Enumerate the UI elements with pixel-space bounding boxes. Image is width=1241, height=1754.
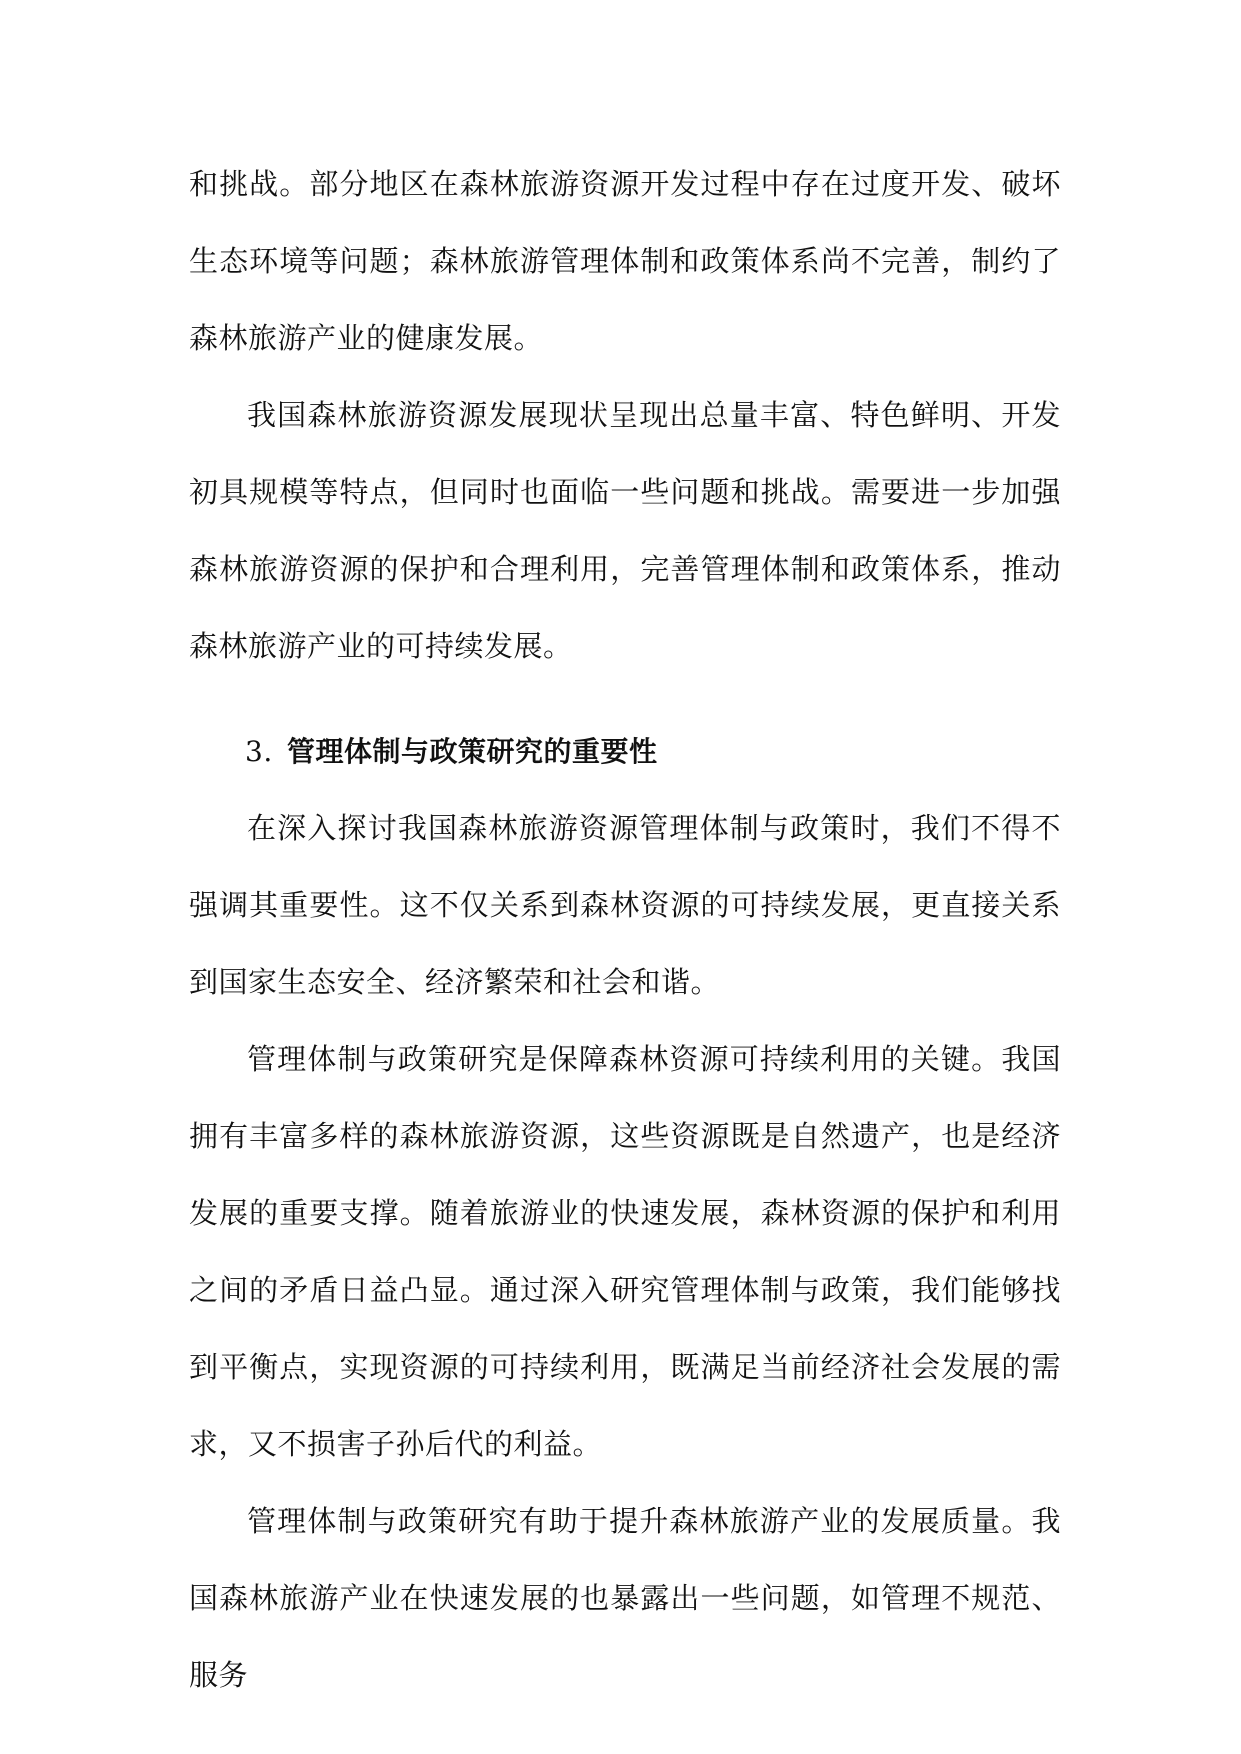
paragraph-importance-intro: 在深入探讨我国森林旅游资源管理体制与政策时，我们不得不强调其重要性。这不仅关系到森林资源的可持续发展，更直接关系到国家生态安全、经济繁荣和社会和谐。 — [189, 811, 1061, 999]
paragraph-industry-quality: 管理体制与政策研究有助于提升森林旅游产业的发展质量。我国森林旅游产业在快速发展的也暴露出一些问题，如管理不规范、服务 — [189, 1504, 1061, 1692]
section-title: 管理体制与政策研究的重要性 — [287, 735, 658, 768]
page-content — [189, 146, 1061, 1714]
section-number: 3. — [245, 735, 273, 768]
paragraph-status-summary: 我国森林旅游资源发展现状呈现出总量丰富、特色鲜明、开发初具规模等特点，但同时也面临一些问题和挑战。需要进一步加强森林旅游资源的保护和合理利用，完善管理体制和政策体系，推动森林旅游产业的可持续发展。 — [189, 398, 1061, 663]
paragraph-sustainable-use: 管理体制与政策研究是保障森林资源可持续利用的关键。我国拥有丰富多样的森林旅游资源，这些资源既是自然遗产，也是经济发展的重要支撑。随着旅游业的快速发展，森林资源的保护和利用之间的矛盾日益凸显。通过深入研究管理体制与政策，我们能够找到平衡点，实现资源的可持续利用，既满足当前经济社会发展的需求，又不损害子孙后代的利益。 — [189, 1042, 1061, 1461]
section-heading — [189, 713, 1061, 790]
paragraph-continued: 和挑战。部分地区在森林旅游资源开发过程中存在过度开发、破坏生态环境等问题；森林旅游管理体制和政策体系尚不完善，制约了森林旅游产业的健康发展。 — [189, 167, 1061, 355]
